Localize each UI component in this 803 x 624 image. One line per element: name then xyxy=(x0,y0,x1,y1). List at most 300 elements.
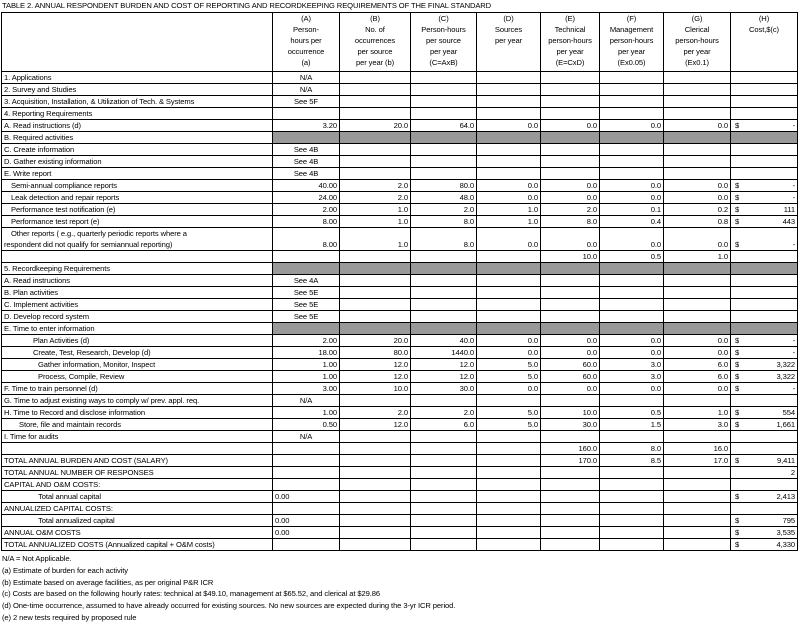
cell-b: 2.0 xyxy=(340,180,411,192)
cell-d xyxy=(477,515,541,527)
cell-c xyxy=(411,515,477,527)
cell-g: 0.0 xyxy=(664,180,731,192)
cell-e: 10.0 xyxy=(541,407,600,419)
row-label: E. Write report xyxy=(2,168,273,180)
cell-d xyxy=(477,311,541,323)
cell-g xyxy=(664,132,731,144)
cell-e xyxy=(541,263,600,275)
cell-c xyxy=(411,311,477,323)
cell-c xyxy=(411,156,477,168)
cell-a: See 5E xyxy=(273,299,340,311)
cost-value: 2 xyxy=(790,468,795,477)
cell-d xyxy=(477,132,541,144)
table-row xyxy=(2,299,798,311)
cost-value: 443 xyxy=(782,217,795,226)
cell-d xyxy=(477,144,541,156)
row-label: Plan Activities (d) xyxy=(2,335,273,347)
cell-a: See 4B xyxy=(273,144,340,156)
cell-g: 1.0 xyxy=(664,251,731,263)
cell-f xyxy=(600,479,664,491)
row-label: Store, file and maintain records xyxy=(2,419,273,431)
cost-value: - xyxy=(792,181,795,190)
row-label: A. Read instructions (d) xyxy=(2,120,273,132)
cell-c: 80.0 xyxy=(411,180,477,192)
cost-value: 4,330 xyxy=(776,540,795,549)
table-row xyxy=(2,515,798,527)
cell-b xyxy=(340,299,411,311)
cell-c xyxy=(411,96,477,108)
cell-b xyxy=(340,443,411,455)
cell-c xyxy=(411,168,477,180)
cell-a: See 4B xyxy=(273,168,340,180)
cell-g xyxy=(664,108,731,120)
cell-cost xyxy=(731,299,798,311)
cell-c: 1440.0 xyxy=(411,347,477,359)
cell-c xyxy=(411,287,477,299)
cell-d xyxy=(477,491,541,503)
table-row xyxy=(2,263,798,275)
cell-d xyxy=(477,455,541,467)
cell-g xyxy=(664,287,731,299)
table-row xyxy=(2,359,798,371)
cell-cost xyxy=(731,72,798,84)
dollar-sign: $ xyxy=(735,528,740,537)
table-row xyxy=(2,539,798,551)
dollar-sign: $ xyxy=(735,420,740,429)
cell-f xyxy=(600,431,664,443)
cell-b: 20.0 xyxy=(340,335,411,347)
cell-e xyxy=(541,431,600,443)
cell-b xyxy=(340,467,411,479)
table-row xyxy=(2,275,798,287)
cell-a: See 5E xyxy=(273,287,340,299)
cell-f: 1.5 xyxy=(600,419,664,431)
footnote: (b) Estimate based on average facilities, as per original P&R ICR xyxy=(2,577,214,587)
cell-a xyxy=(273,108,340,120)
row-label: Performance test notification (e) xyxy=(2,204,273,216)
cell-d: 0.0 xyxy=(477,347,541,359)
cell-d xyxy=(477,443,541,455)
cell-g xyxy=(664,84,731,96)
table-row xyxy=(2,180,798,192)
cell-f xyxy=(600,275,664,287)
cell-c: 48.0 xyxy=(411,192,477,204)
cell-a: See 5E xyxy=(273,311,340,323)
column-header: (F) Management person-hours per year (Ex0.05) xyxy=(600,13,664,72)
cell-cost xyxy=(731,132,798,144)
cell-b: 2.0 xyxy=(340,407,411,419)
table-row xyxy=(2,168,798,180)
cell-cost xyxy=(731,287,798,299)
cell-e: 0.0 xyxy=(541,228,600,251)
row-label: TOTAL ANNUALIZED COSTS (Annualized capital + O&M costs) xyxy=(2,539,273,551)
row-label xyxy=(2,251,273,263)
cell-g xyxy=(664,467,731,479)
cell-d xyxy=(477,467,541,479)
cell-cost xyxy=(731,168,798,180)
cell-d xyxy=(477,479,541,491)
cell-b xyxy=(340,251,411,263)
cell-c xyxy=(411,108,477,120)
cell-cost xyxy=(731,479,798,491)
cell-e xyxy=(541,168,600,180)
row-label: D. Develop record system xyxy=(2,311,273,323)
cell-a: See 5F xyxy=(273,96,340,108)
cell-e xyxy=(541,84,600,96)
cell-g xyxy=(664,311,731,323)
cell-f: 0.5 xyxy=(600,407,664,419)
cell-a: See 4B xyxy=(273,156,340,168)
row-label: I. Time for audits xyxy=(2,431,273,443)
cost-value: 1,661 xyxy=(776,420,795,429)
dollar-sign: $ xyxy=(735,492,740,501)
cell-cost xyxy=(731,228,798,251)
table-title: TABLE 2. ANNUAL RESPONDENT BURDEN AND COST OF REPORTING AND RECORDKEEPING REQUIREMENTS OF THE FINAL STANDARD xyxy=(2,1,492,10)
cell-a: N/A xyxy=(273,431,340,443)
cell-g xyxy=(664,144,731,156)
cell-a: 8.00 xyxy=(273,216,340,228)
cell-e: 60.0 xyxy=(541,359,600,371)
cell-g: 0.0 xyxy=(664,383,731,395)
cell-a xyxy=(273,443,340,455)
cell-e xyxy=(541,395,600,407)
cell-a: 3.00 xyxy=(273,383,340,395)
cell-cost xyxy=(731,216,798,228)
cell-b xyxy=(340,275,411,287)
row-label: ANNUAL O&M COSTS xyxy=(2,527,273,539)
cell-c xyxy=(411,539,477,551)
cell-a xyxy=(273,467,340,479)
cell-d: 0.0 xyxy=(477,335,541,347)
cell-d xyxy=(477,96,541,108)
cost-value: - xyxy=(792,348,795,357)
cell-f: 8.0 xyxy=(600,443,664,455)
cell-f xyxy=(600,96,664,108)
cell-d xyxy=(477,431,541,443)
table-row xyxy=(2,156,798,168)
cell-cost xyxy=(731,527,798,539)
cell-b: 12.0 xyxy=(340,359,411,371)
cell-g: 0.0 xyxy=(664,228,731,251)
cell-c xyxy=(411,144,477,156)
table-row xyxy=(2,251,798,263)
cell-d xyxy=(477,323,541,335)
dollar-sign: $ xyxy=(735,336,740,345)
cell-f xyxy=(600,467,664,479)
cell-b xyxy=(340,144,411,156)
table-row xyxy=(2,287,798,299)
dollar-sign: $ xyxy=(735,193,740,202)
column-header: (H) Cost,$(c) xyxy=(731,13,798,72)
cell-c xyxy=(411,323,477,335)
cell-e: 60.0 xyxy=(541,371,600,383)
cell-a: 0.00 xyxy=(273,515,340,527)
dollar-sign: $ xyxy=(735,456,740,465)
cell-e xyxy=(541,527,600,539)
cost-value: 2,413 xyxy=(776,492,795,501)
column-header: (B) No. of occurrences per source per year (b) xyxy=(340,13,411,72)
cell-f xyxy=(600,323,664,335)
cell-c: 40.0 xyxy=(411,335,477,347)
cell-c: 8.0 xyxy=(411,228,477,251)
cost-value: 795 xyxy=(782,516,795,525)
cell-e xyxy=(541,132,600,144)
cell-f: 0.0 xyxy=(600,347,664,359)
cell-b: 2.0 xyxy=(340,192,411,204)
cell-g xyxy=(664,168,731,180)
dollar-sign: $ xyxy=(735,121,740,130)
cell-b xyxy=(340,311,411,323)
cell-c: 2.0 xyxy=(411,407,477,419)
table-row xyxy=(2,323,798,335)
table-row xyxy=(2,192,798,204)
dollar-sign: $ xyxy=(735,205,740,214)
footnotes xyxy=(2,553,455,624)
cell-b xyxy=(340,287,411,299)
dollar-sign: $ xyxy=(735,181,740,190)
row-label: C. Implement activities xyxy=(2,299,273,311)
cell-cost xyxy=(731,359,798,371)
cell-c xyxy=(411,395,477,407)
table-row xyxy=(2,228,798,251)
cell-g xyxy=(664,72,731,84)
table-row xyxy=(2,479,798,491)
cell-cost xyxy=(731,96,798,108)
cell-f: 8.5 xyxy=(600,455,664,467)
cell-a xyxy=(273,263,340,275)
row-label-line: respondent did not qualify for semiannual reporting) xyxy=(4,240,173,249)
footnote: N/A = Not Applicable. xyxy=(2,554,72,563)
row-label: 3. Acquisition, Installation, & Utilization of Tech. & Systems xyxy=(2,96,273,108)
row-label: Total annualized capital xyxy=(2,515,273,527)
cell-c: 12.0 xyxy=(411,359,477,371)
cell-g: 0.0 xyxy=(664,192,731,204)
cell-g xyxy=(664,515,731,527)
cell-cost xyxy=(731,311,798,323)
cell-f xyxy=(600,84,664,96)
row-label: TOTAL ANNUAL BURDEN AND COST (SALARY) xyxy=(2,455,273,467)
cell-f xyxy=(600,108,664,120)
cell-e: 0.0 xyxy=(541,180,600,192)
cell-e xyxy=(541,72,600,84)
table-row xyxy=(2,467,798,479)
table-row xyxy=(2,371,798,383)
cell-c: 64.0 xyxy=(411,120,477,132)
cell-g xyxy=(664,491,731,503)
cell-f: 0.0 xyxy=(600,228,664,251)
cell-cost xyxy=(731,371,798,383)
cell-g xyxy=(664,539,731,551)
table-row xyxy=(2,132,798,144)
cell-g: 0.0 xyxy=(664,347,731,359)
cell-e: 8.0 xyxy=(541,216,600,228)
cell-g: 6.0 xyxy=(664,371,731,383)
cell-b xyxy=(340,72,411,84)
dollar-sign: $ xyxy=(735,240,740,249)
cell-a: 2.00 xyxy=(273,204,340,216)
cell-g: 0.0 xyxy=(664,120,731,132)
cell-f: 3.0 xyxy=(600,371,664,383)
cell-g xyxy=(664,96,731,108)
cell-b xyxy=(340,96,411,108)
cell-a: 1.00 xyxy=(273,371,340,383)
cell-g: 1.0 xyxy=(664,407,731,419)
cell-d: 1.0 xyxy=(477,204,541,216)
cell-cost xyxy=(731,263,798,275)
cell-f xyxy=(600,287,664,299)
cell-cost xyxy=(731,419,798,431)
cell-d xyxy=(477,299,541,311)
footnote: (e) 2 new tests required by proposed rule xyxy=(2,612,137,622)
cell-a: 0.00 xyxy=(273,491,340,503)
cell-c: 12.0 xyxy=(411,371,477,383)
cell-d: 0.0 xyxy=(477,120,541,132)
cell-c xyxy=(411,503,477,515)
cell-cost xyxy=(731,192,798,204)
cell-e: 0.0 xyxy=(541,347,600,359)
dollar-sign: $ xyxy=(735,217,740,226)
cell-g: 3.0 xyxy=(664,419,731,431)
cell-d xyxy=(477,263,541,275)
cell-cost xyxy=(731,180,798,192)
column-header: (D) Sources per year xyxy=(477,13,541,72)
table-row xyxy=(2,395,798,407)
dollar-sign: $ xyxy=(735,540,740,549)
row-label: Leak detection and repair reports xyxy=(2,192,273,204)
cell-g: 0.0 xyxy=(664,335,731,347)
cell-d: 1.0 xyxy=(477,216,541,228)
cell-cost xyxy=(731,491,798,503)
cell-f xyxy=(600,72,664,84)
cell-b: 1.0 xyxy=(340,204,411,216)
cell-b: 12.0 xyxy=(340,371,411,383)
cell-e xyxy=(541,108,600,120)
table-row xyxy=(2,503,798,515)
cell-cost xyxy=(731,275,798,287)
cost-value: - xyxy=(792,384,795,393)
column-header xyxy=(2,13,273,72)
cell-f: 0.0 xyxy=(600,180,664,192)
cell-e xyxy=(541,287,600,299)
cell-e xyxy=(541,479,600,491)
cell-cost xyxy=(731,120,798,132)
cell-e xyxy=(541,275,600,287)
cell-b xyxy=(340,527,411,539)
cell-cost xyxy=(731,395,798,407)
cell-e: 30.0 xyxy=(541,419,600,431)
cell-c xyxy=(411,84,477,96)
cell-f xyxy=(600,491,664,503)
cell-a xyxy=(273,251,340,263)
cell-d xyxy=(477,527,541,539)
cell-cost xyxy=(731,84,798,96)
row-label: ANNUALIZED CAPITAL COSTS: xyxy=(2,503,273,515)
cell-e: 170.0 xyxy=(541,455,600,467)
cell-b xyxy=(340,323,411,335)
row-label: Semi-annual compliance reports xyxy=(2,180,273,192)
cell-a: 8.00 xyxy=(273,228,340,251)
cell-g xyxy=(664,275,731,287)
cell-d xyxy=(477,395,541,407)
cell-c xyxy=(411,72,477,84)
table-row xyxy=(2,455,798,467)
cell-e: 10.0 xyxy=(541,251,600,263)
cell-f: 0.5 xyxy=(600,251,664,263)
table-row xyxy=(2,527,798,539)
cell-a: 2.00 xyxy=(273,335,340,347)
cell-c xyxy=(411,132,477,144)
cell-d: 0.0 xyxy=(477,383,541,395)
cell-e xyxy=(541,515,600,527)
cell-a: 0.00 xyxy=(273,527,340,539)
cell-f xyxy=(600,515,664,527)
cell-d xyxy=(477,539,541,551)
footnote: (d) One-time occurrence, assumed to have already occurred for existing sources. No new sources are expected during the 3-yr ICR period. xyxy=(2,601,456,611)
table-row xyxy=(2,419,798,431)
table-row xyxy=(2,120,798,132)
cell-f: 0.0 xyxy=(600,383,664,395)
table-row xyxy=(2,491,798,503)
cell-d: 0.0 xyxy=(477,180,541,192)
row-label: E. Time to enter information xyxy=(2,323,273,335)
cost-value: 9,411 xyxy=(777,456,795,465)
cell-d xyxy=(477,108,541,120)
cost-value: 3,322 xyxy=(776,360,795,369)
cell-f xyxy=(600,539,664,551)
cell-b xyxy=(340,395,411,407)
cell-a xyxy=(273,479,340,491)
cell-cost xyxy=(731,347,798,359)
cell-b: 10.0 xyxy=(340,383,411,395)
cost-value: 111 xyxy=(783,205,795,214)
column-header: (G) Clerical person-hours per year (Ex0.1) xyxy=(664,13,731,72)
cell-b: 80.0 xyxy=(340,347,411,359)
cell-g xyxy=(664,156,731,168)
cell-f xyxy=(600,132,664,144)
cell-cost xyxy=(731,335,798,347)
cell-f xyxy=(600,144,664,156)
table-row xyxy=(2,84,798,96)
cell-b xyxy=(340,263,411,275)
cell-c xyxy=(411,443,477,455)
cell-cost xyxy=(731,144,798,156)
cell-b xyxy=(340,84,411,96)
cell-cost xyxy=(731,407,798,419)
cell-c xyxy=(411,491,477,503)
cell-c xyxy=(411,455,477,467)
footnote: (c) Costs are based on the following hourly rates: technical at $49.10, management at $65.52, and clerical at $29.86 xyxy=(2,589,381,599)
row-label: C. Create information xyxy=(2,144,273,156)
column-header: (A) Person- hours per occurrence (a) xyxy=(273,13,340,72)
cell-a xyxy=(273,323,340,335)
cell-g xyxy=(664,395,731,407)
cell-cost xyxy=(731,383,798,395)
cell-g xyxy=(664,479,731,491)
row-label: TOTAL ANNUAL NUMBER OF RESPONSES xyxy=(2,467,273,479)
cell-c: 30.0 xyxy=(411,383,477,395)
cell-b xyxy=(340,431,411,443)
cell-g: 0.2 xyxy=(664,204,731,216)
table-row xyxy=(2,108,798,120)
row-label xyxy=(2,443,273,455)
cell-d: 5.0 xyxy=(477,407,541,419)
cell-cost xyxy=(731,467,798,479)
table-row xyxy=(2,144,798,156)
cell-e xyxy=(541,539,600,551)
cell-f: 0.0 xyxy=(600,335,664,347)
cell-g: 16.0 xyxy=(664,443,731,455)
cell-e: 0.0 xyxy=(541,335,600,347)
